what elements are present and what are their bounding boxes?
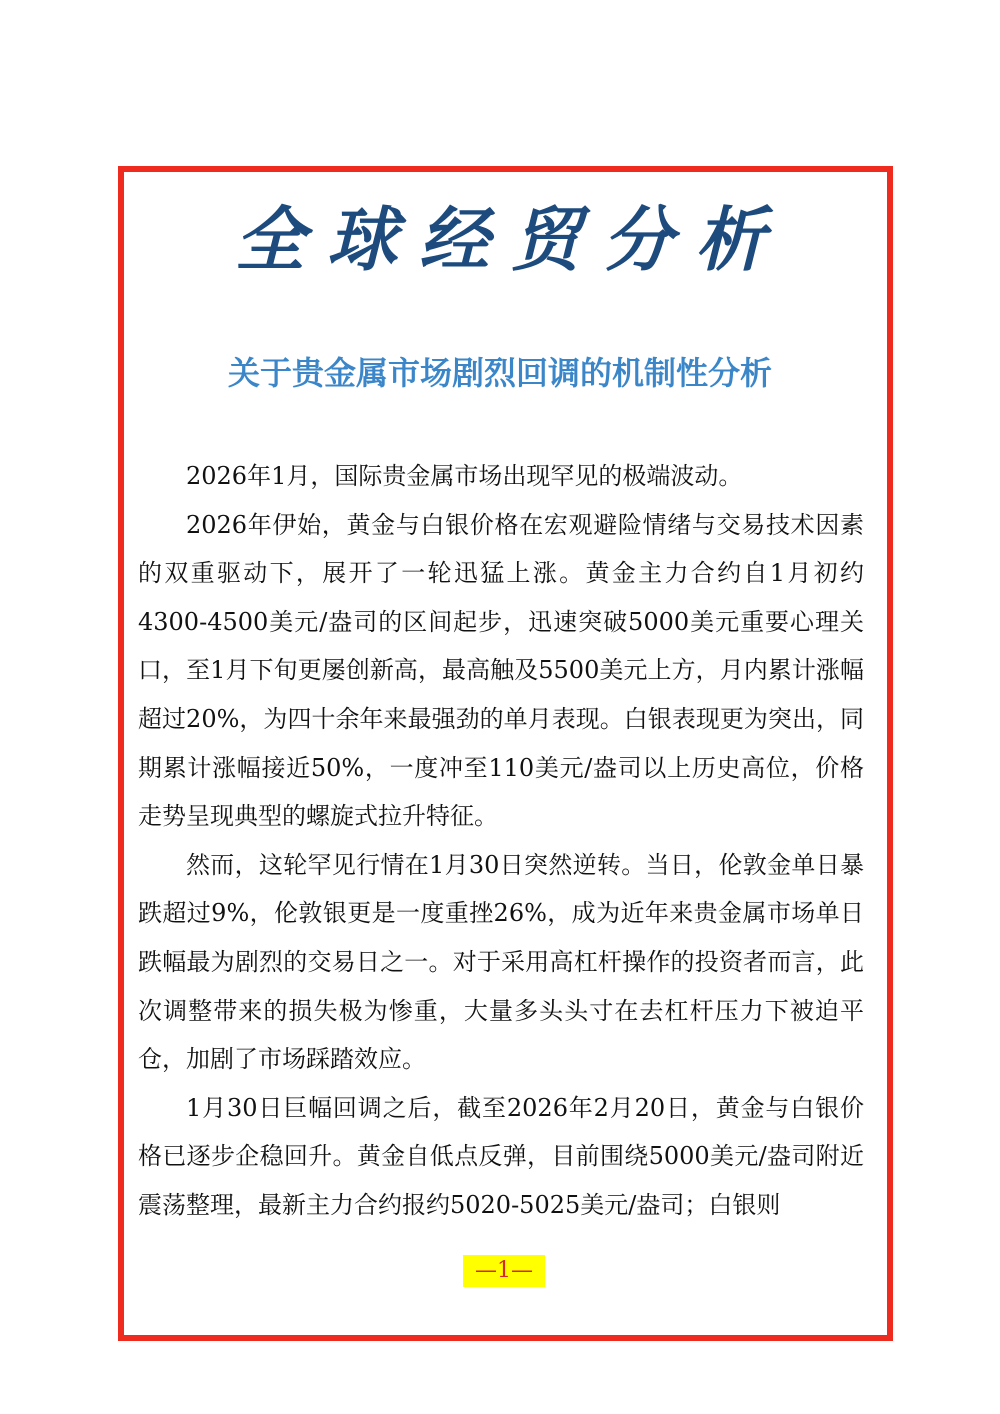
article-body — [138, 452, 864, 1230]
page-number: —1— — [463, 1255, 545, 1287]
paragraph: 1月30日巨幅回调之后，截至2026年2月20日，黄金与白银价格已逐步企稳回升。黄金自低点反弹，目前围绕5000美元/盎司附近震荡整理，最新主力合约报约5020-5025美元/盎司；白银则 — [138, 1093, 864, 1219]
paragraph: 然而，这轮罕见行情在1月30日突然逆转。当日，伦敦金单日暴跌超过9%，伦敦银更是一度重挫26%，成为近年来贵金属市场单日跌幅最为剧烈的交易日之一。对于采用高杠杆操作的投资者而言，此次调整带来的损失极为惨重，大量多头头寸在去杠杆压力下被迫平仓，加剧了市场踩踏效应。 — [138, 850, 864, 1074]
article-title: 关于贵金属市场剧烈回调的机制性分析 — [227, 354, 772, 392]
masthead: 全球经贸分析 — [235, 198, 787, 281]
paragraph: 2026年伊始，黄金与白银价格在宏观避险情绪与交易技术因素的双重驱动下，展开了一轮迅猛上涨。黄金主力合约自1月初约4300-4500美元/盎司的区间起步，迅速突破5000美元重要心理关口，至1月下旬更屡创新高，最高触及5500美元上方，月内累计涨幅超过20%，为四十余年来最强劲的单月表现。白银表现更为突出，同期累计涨幅接近50%，一度冲至110美元/盎司以上历史高位，价格走势呈现典型的螺旋式拉升特征。 — [138, 510, 864, 831]
paragraph: 2026年1月，国际贵金属市场出现罕见的极端波动。 — [186, 462, 743, 490]
